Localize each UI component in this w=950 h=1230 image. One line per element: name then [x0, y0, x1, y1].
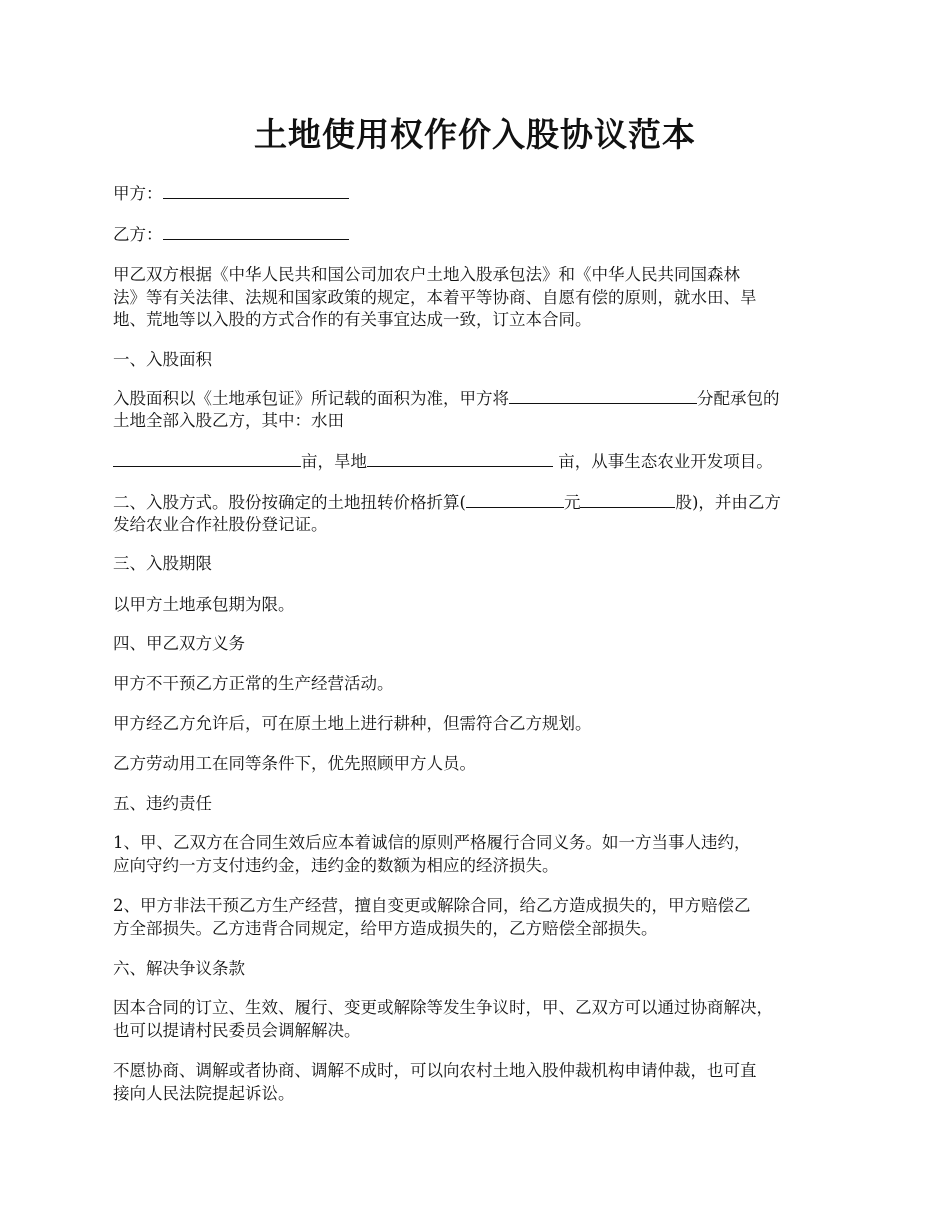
s2-line1-c: 股)，并由乙方: [675, 493, 781, 512]
section-text: 甲方经乙方允许后，可在原土地上进行耕种，但需符合乙方规划。: [113, 714, 592, 733]
s1-line3-a: 亩，旱地: [301, 452, 367, 471]
section-text: 不愿协商、调解或者协商、调解不成时，可以向农村土地入股仲裁机构申请仲裁，也可直: [113, 1061, 757, 1080]
fill-blank: [113, 450, 301, 467]
section-text: 也可以提请村民委员会调解解决。: [113, 1021, 361, 1040]
party-b-blank: [163, 223, 349, 240]
intro-line: 法》等有关法律、法规和国家政策的规定，本着平等协商、自愿有偿的原则，就水田、旱: [113, 288, 757, 307]
section-text: 方全部损失。乙方违背合同规定，给甲方造成损失的，乙方赔偿全部损失。: [113, 919, 658, 938]
section-text: 以甲方土地承包期为限。: [113, 595, 295, 614]
s1-line1-a: 入股面积以《土地承包证》所记载的面积为准，甲方将: [113, 389, 509, 408]
s2-line1-b: 元: [563, 493, 581, 512]
document-title: 土地使用权作价入股协议范本: [254, 115, 696, 154]
section-heading: 四、甲乙双方义务: [113, 634, 245, 653]
section-text: [113, 387, 848, 410]
fill-blank: [466, 491, 564, 508]
fill-blank: [509, 387, 697, 404]
intro-line: 甲乙双方根据《中华人民共和国公司加农户土地入股承包法》和《中华人民共同国森林: [113, 265, 740, 284]
section-heading: 一、入股面积: [113, 350, 212, 369]
s2-line1-a: 二、入股方式。股份按确定的土地扭转价格折算(: [113, 493, 466, 512]
section-text: [113, 491, 848, 514]
party-b-label: 乙方：: [113, 225, 163, 244]
intro-line: 地、荒地等以入股的方式合作的有关事宜达成一致，订立本合同。: [113, 310, 592, 329]
fill-blank: [580, 491, 675, 508]
section-text: 应向守约一方支付违约金，违约金的数额为相应的经济损失。: [113, 856, 559, 875]
section-text: 土地全部入股乙方，其中：水田: [113, 411, 344, 430]
section-heading: 五、违约责任: [113, 794, 212, 813]
section-text: 甲方不干预乙方正常的生产经营活动。: [113, 674, 394, 693]
section-text: 发给农业合作社股份登记证。: [113, 515, 328, 534]
section-text: 1、甲、乙双方在合同生效后应本着诚信的原则严格履行合同义务。如一方当事人违约，: [113, 833, 751, 852]
s1-line1-b: 分配承包的: [697, 389, 780, 408]
section-text: [113, 450, 848, 473]
s1-line3-b: 亩，从事生态农业开发项目。: [553, 452, 773, 471]
party-b-line: [113, 223, 848, 246]
party-a-label: 甲方：: [113, 184, 163, 203]
section-text: 2、甲方非法干预乙方生产经营，擅自变更或解除合同，给乙方造成损失的，甲方赔偿乙: [113, 896, 751, 915]
section-text: 因本合同的订立、生效、履行、变更或解除等发生争议时，甲、乙双方可以通过协商解决，: [113, 998, 773, 1017]
section-text: 乙方劳动用工在同等条件下，优先照顾甲方人员。: [113, 754, 476, 773]
fill-blank: [367, 450, 553, 467]
party-a-line: [113, 182, 848, 205]
section-text: 接向人民法院提起诉讼。: [113, 1084, 295, 1103]
section-heading: 六、解决争议条款: [113, 959, 245, 978]
section-heading: 三、入股期限: [113, 554, 212, 573]
party-a-blank: [163, 182, 349, 199]
